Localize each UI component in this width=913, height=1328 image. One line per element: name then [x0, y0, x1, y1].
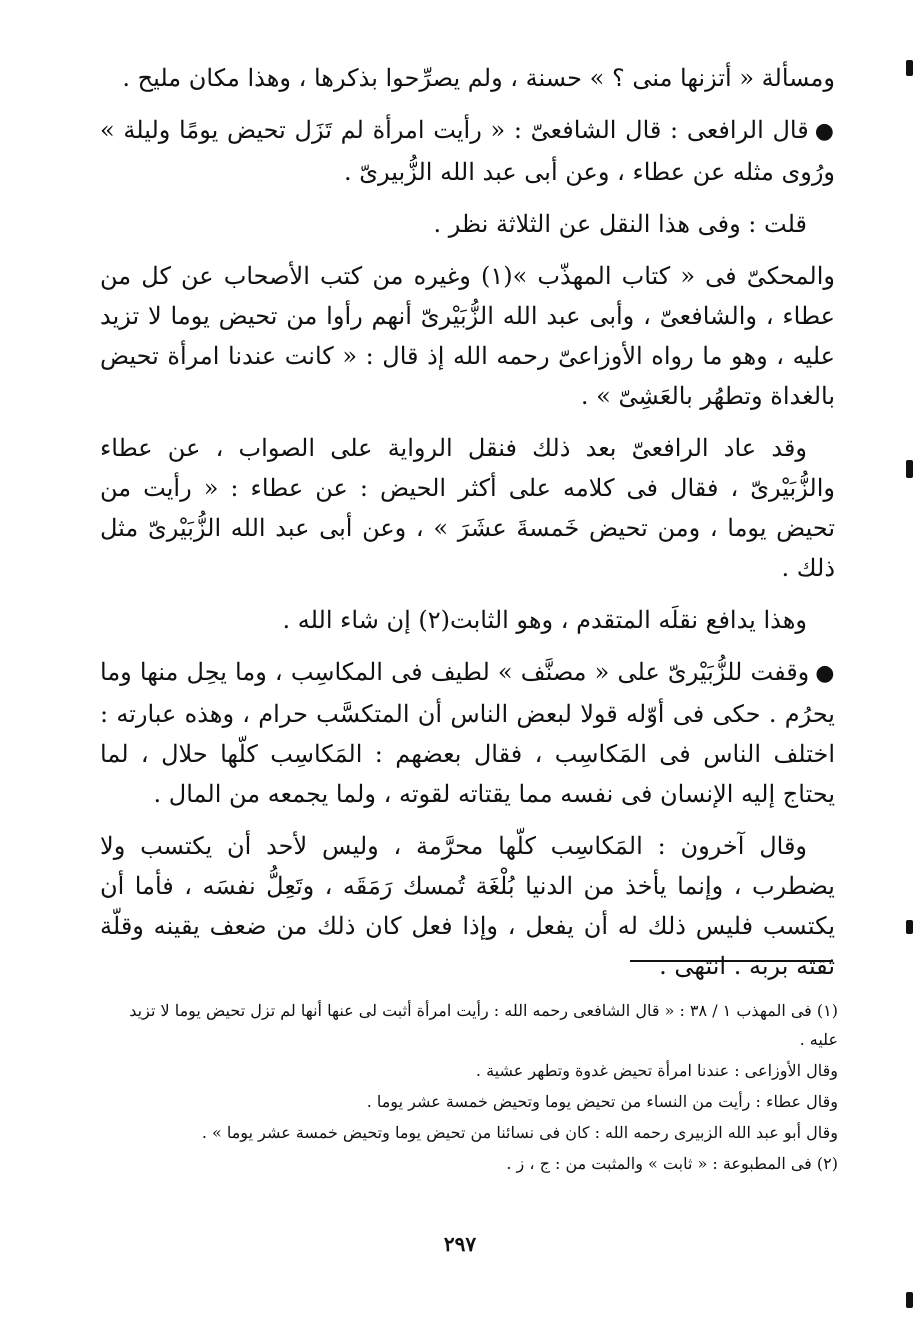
edge-mark [906, 460, 913, 478]
paragraph-4 [100, 256, 835, 416]
footnote-line: (٢) فى المطبوعة : « ثابت » والمثبت من : ج ، ز . [506, 1154, 838, 1173]
paragraph-3 [100, 204, 835, 244]
paragraph-2 [100, 110, 835, 192]
paragraph-text: وقد عاد الرافعىّ بعد ذلك فنقل الرواية على الصواب ، عن عطاء والزُّبَيْرىّ ، فقال فى كلامه على أكثر الحيض : عن عطاء : « رأيت من تحيض يوما ، ومن تحيض خَمسةَ عشَرَ » ، وعن أبى عبد الله الزُّبَيْرىّ مثل ذلك . [100, 434, 836, 582]
bullet-icon: ● [815, 661, 835, 686]
footnote-line: وقال الأوزاعى : عندنا امرأة تحيض غدوة وتطهر عشية . [475, 1061, 838, 1080]
paragraph-text: قال الرافعى : قال الشافعىّ : « رأيت امرأة لم تَزَل تحيض يومًا وليلة » ورُوى مثله عن عطاء ، وعن أبى عبد الله الزُّبيرىّ . [100, 116, 835, 186]
paragraph-text: وقفت للزُّبَيْرىّ على « مصنَّف » لطيف فى المكاسِب ، وما يحِل منها وما يحرُم . حكى فى أوّله قولا لبعض الناس أن المتكسَّب حرام ، وهذه عبارته : اختلف الناس فى المَكاسِب ، فقال بعضهم : المَكاسِب كلّها حلال ، لما يحتاج إليه الإنسان فى نفسه مما يقتاته لقوته ، ولما يجمعه من المال . [100, 658, 835, 808]
edge-mark [906, 1292, 913, 1308]
paragraph-text: وقال آخرون : المَكاسِب كلّها محرَّمة ، وليس لأحد أن يكتسب ولا يضطرب ، وإنما يأخذ من الدنيا بُلْغَة تُمسك رَمَقَه ، وتَعِلُّ نفسَه ، فأما أن يكتسب فليس ذلك له أن يفعل ، وإذا فعل كان ذلك من ضعف يقينه وقلّة ثقته بربه . انتهى . [100, 832, 835, 980]
paragraph-text: والمحكىّ فى « كتاب المهذّب »(١) وغيره من كتب الأصحاب عن كل من عطاء ، والشافعىّ ، وأبى عبد الله الزُّبَيْرىّ أنهم رأوا من تحيض يوما لا تزيد عليه ، وهو ما رواه الأوزاعىّ رحمه الله إذ قال : « كانت عندنا امرأة تحيض بالغداة وتطهُر بالعَشِىّ » . [100, 262, 835, 410]
footnote-line: وقال أبو عبد الله الزبيرى رحمه الله : كان فى نسائنا من تحيض يوما وتحيض خمسة عشر يوما » . [201, 1123, 838, 1142]
main-text [100, 58, 835, 998]
footnote-divider [630, 960, 833, 962]
paragraph-6 [100, 600, 835, 640]
footnotes [100, 996, 838, 1180]
paragraph-7 [100, 652, 835, 814]
footnote-line: (١) فى المهذب ١ / ٣٨ : « قال الشافعى رحمه الله : رأيت امرأة أثبت لى عنها أنها لم تزل تحيض يوما لا تزيد عليه . [129, 1001, 838, 1049]
paragraph-1 [100, 58, 835, 98]
paragraph-text: وهذا يدافع نقلَه المتقدم ، وهو الثابت(٢) إن شاء الله . [282, 606, 807, 634]
footnote-line: وقال عطاء : رأيت من النساء من تحيض يوما وتحيض خمسة عشر يوما . [366, 1092, 838, 1111]
edge-mark [906, 920, 913, 934]
paragraph-8 [100, 826, 835, 986]
paragraph-text: ومسألة « أتزنها منى ؟ » حسنة ، ولم يصرِّحوا بذكرها ، وهذا مكان مليح . [122, 64, 835, 92]
paragraph-text: قلت : وفى هذا النقل عن الثلاثة نظر . [433, 210, 807, 238]
edge-mark [906, 60, 913, 76]
paragraph-5 [100, 428, 835, 588]
page-number: ٢٩٧ [443, 1232, 477, 1256]
bullet-icon: ● [814, 119, 835, 144]
